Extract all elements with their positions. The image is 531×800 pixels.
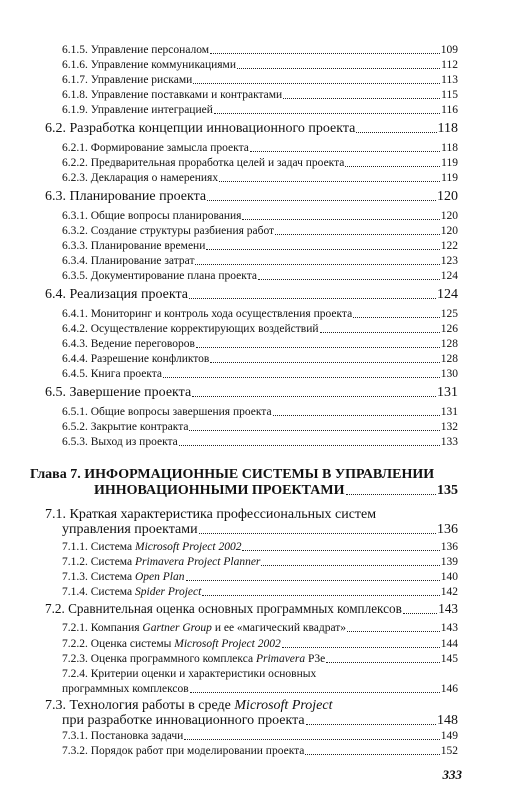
subsection-entry <box>62 59 458 72</box>
toc-entry-7-1-2 <box>62 556 458 569</box>
leader-dots <box>306 724 436 725</box>
entry-text: 6.4.5. Книга проекта <box>62 368 163 380</box>
leader-dots <box>210 362 439 363</box>
entry-page: 124 <box>437 287 458 302</box>
subsection-entry <box>62 142 458 155</box>
entry-page: 139 <box>440 556 458 568</box>
entry-page: 145 <box>440 653 458 665</box>
section-7-1-line2: управления проектами <box>62 522 198 537</box>
section-7-2-page: 143 <box>438 601 458 616</box>
leader-dots <box>192 396 436 397</box>
entry-text: 6.1.7. Управление рисками <box>62 74 193 86</box>
subsection-entry <box>62 104 458 117</box>
subsection-entry <box>62 368 458 381</box>
toc-entry-7-1-1 <box>62 541 458 554</box>
entry-page: 149 <box>440 730 458 742</box>
chapter-7-page: 135 <box>437 483 458 498</box>
leader-dots <box>219 181 440 182</box>
entry-text: 6.3.2. Создание структуры разбиения работ <box>62 225 275 237</box>
section-7-3-line1 <box>45 698 458 713</box>
leader-dots <box>347 631 440 632</box>
entry-italic: Microsoft Project 2002 <box>135 541 242 553</box>
entry-prefix: 7.1.2. Система <box>62 556 135 568</box>
entry-page: 146 <box>440 683 458 695</box>
subsection-entry <box>62 308 458 321</box>
leader-dots <box>242 550 439 551</box>
section-7-2 <box>45 602 458 617</box>
subsection-entry <box>62 421 458 434</box>
entry-italic: Primavera <box>255 653 306 665</box>
section-entry <box>45 189 458 204</box>
entry-prefix: 7.2.3. Оценка программного комплекса <box>62 653 256 665</box>
entry-page: 119 <box>441 172 458 184</box>
toc-entry-7-2-4 <box>62 683 458 696</box>
entry-page: 128 <box>440 353 458 365</box>
entry-italic: Open Plan <box>135 571 185 583</box>
entry-text: 6.5.2. Закрытие контракта <box>62 421 189 433</box>
entry-text: 6.2.3. Декларация о намерениях <box>62 172 219 184</box>
entry-text: 6.5. Завершение проекта <box>45 385 192 400</box>
section-7-1 <box>62 522 458 537</box>
entry-suffix: и ее «магический квадрат» <box>211 622 347 634</box>
leader-dots <box>207 200 436 201</box>
subsection-entry <box>62 89 458 102</box>
leader-dots <box>186 580 440 581</box>
section-7-1-page: 136 <box>437 522 458 537</box>
entry-page: 125 <box>440 308 458 320</box>
entry-text: программных комплексов <box>62 683 189 695</box>
leader-dots <box>353 317 440 318</box>
entry-text: 6.5.1. Общие вопросы завершения проекта <box>62 406 272 418</box>
entry-italic: Microsoft Project <box>234 698 333 713</box>
entry-page: 116 <box>441 104 458 116</box>
chapter-7-title-line1: Глава 7. ИНФОРМАЦИОННЫЕ СИСТЕМЫ В УПРАВЛЕНИИ <box>30 467 435 482</box>
entry-page: 120 <box>440 210 458 222</box>
entry-page: 113 <box>441 74 458 86</box>
entry-page: 143 <box>440 622 458 634</box>
leader-dots <box>250 151 440 152</box>
entry-text: 6.2. Разработка концепции инновационного проекта <box>45 121 356 136</box>
entry-page: 142 <box>440 586 458 598</box>
entry-text: 6.1.8. Управление поставками и контрактами <box>62 89 283 101</box>
entry-page: 120 <box>440 225 458 237</box>
leader-dots <box>214 113 440 114</box>
leader-dots <box>195 264 439 265</box>
toc-entry-7-2-3 <box>62 653 458 666</box>
toc-entry-7-2-1 <box>62 622 458 635</box>
entry-page: 124 <box>440 270 458 282</box>
entry-text: 7.3.2. Порядок работ при моделировании проекта <box>62 745 305 757</box>
entry-prefix: 7.1.1. Система <box>62 541 135 553</box>
leader-dots <box>403 613 437 614</box>
entry-text: 6.4.2. Осуществление корректирующих воздействий <box>62 323 319 335</box>
leader-dots <box>202 595 439 596</box>
entry-prefix: 7.2.2. Оценка системы <box>62 638 175 650</box>
toc-entry-7-3-1 <box>62 730 458 743</box>
subsection-entry <box>62 353 458 366</box>
section-7-3-line2: при разработке инновационного проекта <box>62 713 305 728</box>
entry-prefix: 7.1.4. Система <box>62 586 135 598</box>
leader-dots <box>196 347 440 348</box>
entry-suffix: P3e <box>305 653 326 665</box>
toc-entry-7-3-2 <box>62 745 458 758</box>
entry-text: 6.4. Реализация проекта <box>45 287 188 302</box>
leader-dots <box>193 83 440 84</box>
leader-dots <box>320 332 440 333</box>
subsection-entry <box>62 210 458 223</box>
entry-page: 118 <box>437 121 458 136</box>
leader-dots <box>326 662 440 663</box>
subsection-entry <box>62 270 458 283</box>
entry-page: 123 <box>440 255 458 267</box>
subsection-entry <box>62 323 458 336</box>
entry-page: 122 <box>440 240 458 252</box>
section-entry <box>45 287 458 302</box>
leader-dots <box>189 430 439 431</box>
entry-prefix: 7.2.1. Компания <box>62 622 143 634</box>
toc-entry-7-2-4-line1: 7.2.4. Критерии оценки и характеристики основных <box>62 668 317 680</box>
leader-dots <box>190 692 440 693</box>
entry-page: 136 <box>440 541 458 553</box>
entry-text: 6.1.5. Управление персоналом <box>62 44 210 56</box>
entry-text: 6.2.2. Предварительная проработка целей и задач проекта <box>62 157 345 169</box>
toc-entry-7-2-2 <box>62 638 458 651</box>
entry-italic: Microsoft Project 2002 <box>174 638 281 650</box>
subsection-entry <box>62 240 458 253</box>
subsection-entry <box>62 44 458 57</box>
entry-page: 140 <box>440 571 458 583</box>
leader-dots <box>356 132 436 133</box>
leader-dots <box>179 445 440 446</box>
entry-text: 6.4.4. Разрешение конфликтов <box>62 353 210 365</box>
entry-page: 120 <box>437 189 458 204</box>
page-number: 333 <box>442 767 462 782</box>
entry-page: 118 <box>441 142 458 154</box>
leader-dots <box>163 377 440 378</box>
entry-text: 6.4.1. Мониторинг и контроль хода осуществления проекта <box>62 308 353 320</box>
leader-dots <box>189 298 436 299</box>
entry-text: 6.3.3. Планирование времени <box>62 240 206 252</box>
entry-page: 152 <box>440 745 458 757</box>
leader-dots <box>346 494 436 495</box>
entry-page: 119 <box>441 157 458 169</box>
entry-page: 115 <box>441 89 458 101</box>
entry-italic: Spider Project <box>135 586 202 598</box>
leader-dots <box>283 98 440 99</box>
entry-italic: Primavera Project Planner <box>135 556 261 568</box>
leader-dots <box>242 219 439 220</box>
leader-dots <box>305 754 439 755</box>
entry-text: 6.2.1. Формирование замысла проекта <box>62 142 249 154</box>
entry-page: 130 <box>440 368 458 380</box>
subsection-entry <box>62 74 458 87</box>
section-7-3-page: 148 <box>437 713 458 728</box>
leader-dots <box>184 739 439 740</box>
entry-page: 128 <box>440 338 458 350</box>
leader-dots <box>210 53 440 54</box>
subsection-entry <box>62 406 458 419</box>
leader-dots <box>275 234 440 235</box>
section-7-3 <box>62 713 458 728</box>
section-7-2-text: 7.2. Сравнительная оценка основных программных комплексов <box>45 601 402 616</box>
chapter-7-title-line2 <box>94 483 458 498</box>
entry-text: 6.1.9. Управление интеграцией <box>62 104 213 116</box>
subsection-entry <box>62 157 458 170</box>
entry-text: 6.1.6. Управление коммуникациями <box>62 59 236 71</box>
subsection-entry <box>62 338 458 351</box>
entry-prefix: 7.3. Технология работы в среде <box>45 698 235 713</box>
leader-dots <box>199 533 436 534</box>
entry-page: 131 <box>437 385 458 400</box>
chapter-7-title-text: ИННОВАЦИОННЫМИ ПРОЕКТАМИ <box>94 483 345 498</box>
entry-text: 7.3.1. Постановка задачи <box>62 730 184 742</box>
leader-dots <box>345 166 440 167</box>
subsection-entry <box>62 172 458 185</box>
toc-entry-7-1-4 <box>62 586 458 599</box>
entry-page: 132 <box>440 421 458 433</box>
entry-text: 6.5.3. Выход из проекта <box>62 436 178 448</box>
leader-dots <box>237 68 440 69</box>
entry-page: 131 <box>440 406 458 418</box>
entry-text: 6.3.4. Планирование затрат <box>62 255 195 267</box>
entry-text: 6.3.5. Документирование плана проекта <box>62 270 257 282</box>
entry-text: 6.3. Планирование проекта <box>45 189 207 204</box>
entry-text: 6.3.1. Общие вопросы планирования <box>62 210 242 222</box>
toc-entry-7-1-3 <box>62 571 458 584</box>
entry-text: 6.4.3. Ведение переговоров <box>62 338 195 350</box>
entry-page: 112 <box>441 59 458 71</box>
leader-dots <box>282 647 440 648</box>
entry-prefix: 7.1.3. Система <box>62 571 135 583</box>
entry-page: 109 <box>440 44 458 56</box>
leader-dots <box>206 249 439 250</box>
section-entry <box>45 121 458 136</box>
leader-dots <box>261 565 439 566</box>
entry-italic: Gartner Group <box>142 622 212 634</box>
entry-page: 126 <box>440 323 458 335</box>
entry-page: 133 <box>440 436 458 448</box>
entry-page: 144 <box>440 638 458 650</box>
subsection-entry <box>62 436 458 449</box>
subsection-entry <box>62 255 458 268</box>
leader-dots <box>273 415 440 416</box>
section-7-1-line1: 7.1. Краткая характеристика профессиональных систем <box>45 507 377 522</box>
section-entry <box>45 385 458 400</box>
leader-dots <box>258 279 440 280</box>
subsection-entry <box>62 225 458 238</box>
